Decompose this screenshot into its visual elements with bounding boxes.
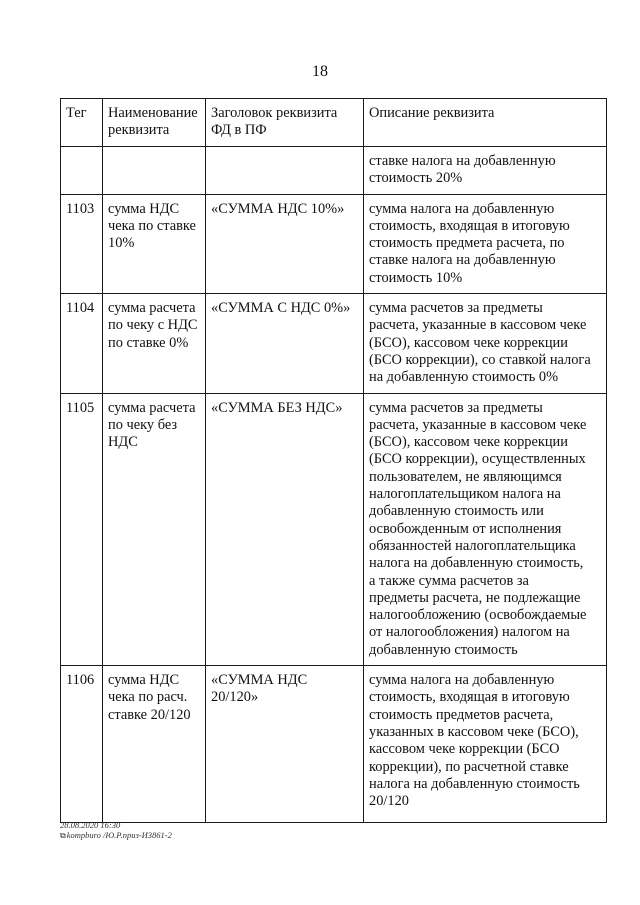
cell-tag: 1105: [61, 393, 103, 665]
cell-name: сумма НДС чека по расч. ставке 20/120: [103, 666, 206, 823]
cell-fd-title: «СУММА НДС 10%»: [206, 194, 364, 293]
document-footer: [60, 820, 172, 841]
table-row: [61, 294, 607, 393]
table-row: [61, 194, 607, 293]
footer-source: kompburo /Ю.Р.приз-И3861-2: [66, 830, 172, 840]
cell-name: [103, 147, 206, 195]
cell-tag: 1103: [61, 194, 103, 293]
requisites-table: [60, 98, 607, 823]
header-tag: Тег: [61, 99, 103, 147]
cell-fd-title: «СУММА БЕЗ НДС»: [206, 393, 364, 665]
cell-description: ставке налога на добавленную стоимость 20%: [364, 147, 607, 195]
page-number: 18: [312, 63, 328, 80]
footer-timestamp: 28.08.2020 16:30: [60, 820, 121, 830]
cell-tag: [61, 147, 103, 195]
footer-source-line: [60, 830, 172, 841]
header-name: Наименование реквизита: [103, 99, 206, 147]
cell-description: сумма налога на добавленную стоимость, входящая в итоговую стоимость предметов расчета, указанных в кассовом чеке (БСО), кассовом чеке коррекции (БСО коррекции), по расчетной ставке налога на добавленную стоимость 20/120: [364, 666, 607, 823]
cell-description: сумма расчетов за предметы расчета, указанные в кассовом чеке (БСО), кассовом чеке коррекции (БСО коррекции), со ставкой налога на добавленную стоимость 0%: [364, 294, 607, 393]
table-row-continuation: [61, 147, 607, 195]
header-description: Описание реквизита: [364, 99, 607, 147]
cell-fd-title: «СУММА С НДС 0%»: [206, 294, 364, 393]
cell-description: сумма расчетов за предметы расчета, указанные в кассовом чеке (БСО), кассовом чеке коррекции (БСО коррекции), осуществленных пользователем, не являющимся налогоплательщиком налога на добавленную стоимость или освобожденным от исполнения обязанностей налогоплательщика налога на добавленную стоимость, а также сумма расчетов за предметы расчета, не подлежащие налогообложению (освобождаемые от налогообложения) налогом на добавленную стоимость: [364, 393, 607, 665]
cell-name: сумма расчета по чеку без НДС: [103, 393, 206, 665]
cell-tag: 1106: [61, 666, 103, 823]
cell-tag: 1104: [61, 294, 103, 393]
table-row: [61, 393, 607, 665]
cell-name: сумма расчета по чеку с НДС по ставке 0%: [103, 294, 206, 393]
cell-name: сумма НДС чека по ставке 10%: [103, 194, 206, 293]
stamp-icon: ⧉: [60, 831, 66, 840]
table-row: [61, 666, 607, 823]
table-header-row: [61, 99, 607, 147]
cell-fd-title: «СУММА НДС 20/120»: [206, 666, 364, 823]
header-fd-title: Заголовок реквизита ФД в ПФ: [206, 99, 364, 147]
cell-fd-title: [206, 147, 364, 195]
cell-description: сумма налога на добавленную стоимость, входящая в итоговую стоимость предмета расчета, по ставке налога на добавленную стоимость 10%: [364, 194, 607, 293]
